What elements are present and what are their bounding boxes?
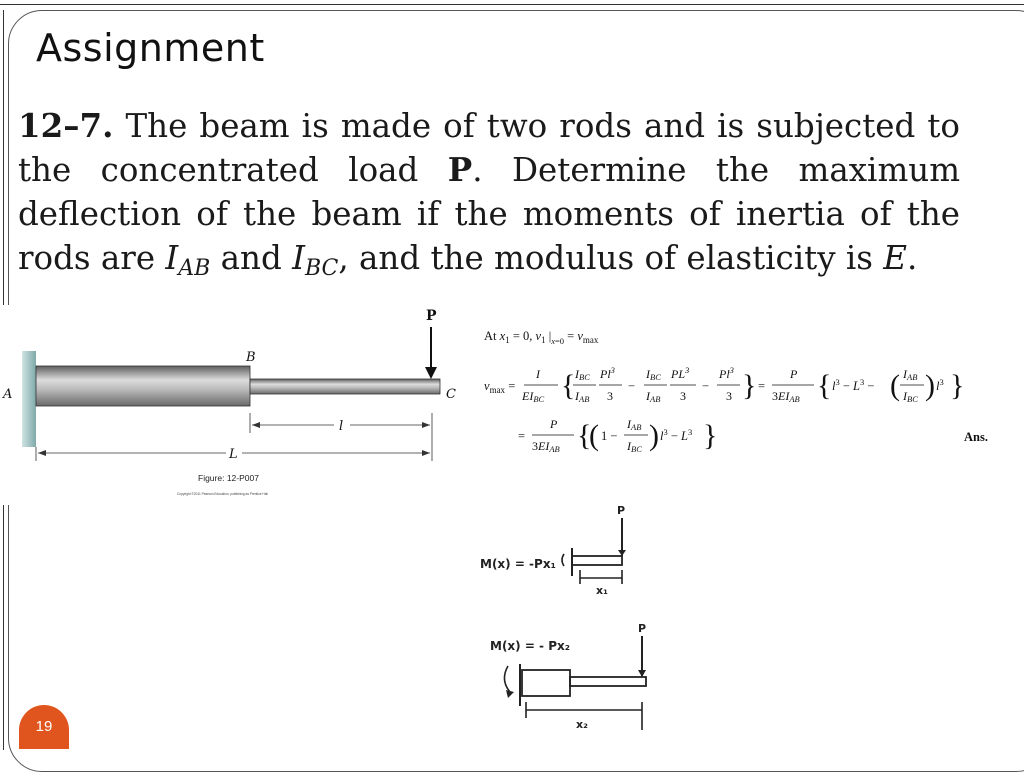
- svg-text:}: }: [703, 419, 718, 452]
- load-symbol: P: [447, 150, 473, 189]
- svg-text:(: (: [890, 369, 900, 402]
- sketch-moment-1: M(x) = -Px₁: [480, 557, 556, 571]
- label-p: P: [426, 308, 437, 324]
- svg-text:): ): [925, 369, 935, 402]
- svg-text:P: P: [790, 367, 798, 381]
- svg-text:3: 3: [726, 389, 732, 403]
- svg-text:Pl3: Pl$^3$: [600, 365, 615, 381]
- svg-text:P: P: [550, 417, 558, 431]
- problem-text-2: . Determine the maximum deflection of the beam if the moments of inertia of the rods are: [18, 151, 961, 277]
- load-arrowhead: [618, 550, 626, 556]
- load-arrowhead: [638, 670, 646, 677]
- svg-text:IBC: IBC: [903, 389, 918, 404]
- inertia-bc-subscript: BC: [304, 256, 339, 281]
- problem-text-3: and: [210, 239, 293, 277]
- top-border-line: [0, 4, 1024, 5]
- rod-bc: [250, 379, 440, 394]
- rod-ab: [36, 366, 250, 406]
- svg-text:3: 3: [680, 389, 686, 403]
- beam-segment-ab: [522, 670, 570, 696]
- figure-copyright: Copyright ©2011 Pearson Education, publishing as Prentice Hall: [177, 492, 268, 496]
- problem-text-5: .: [907, 239, 918, 277]
- equation-line-2: [484, 365, 964, 404]
- svg-text:3EIAB: 3EIAB: [772, 389, 800, 404]
- moment-arrow: [562, 554, 564, 566]
- sketch-p-2: P: [638, 622, 647, 635]
- problem-text-4: , and the modulus of elasticity is: [338, 239, 884, 277]
- svg-text:IAB: IAB: [903, 367, 918, 382]
- svg-text:=: =: [758, 379, 766, 393]
- svg-text:}: }: [742, 369, 757, 402]
- svg-text:IAB: IAB: [646, 389, 661, 404]
- svg-text:{: {: [577, 419, 592, 452]
- svg-text:IBC: IBC: [575, 367, 590, 382]
- beam-segment: [572, 556, 622, 565]
- svg-text:l3 − L3 −: $l^3 - L^3$ −: [832, 377, 875, 393]
- svg-text:=: =: [518, 429, 526, 443]
- modulus-symbol: E: [883, 239, 908, 277]
- svg-text:{: {: [561, 369, 576, 402]
- inertia-ab-symbol: I: [165, 239, 179, 277]
- svg-text:}: }: [950, 369, 965, 402]
- sketch-x2: x₂: [576, 718, 588, 731]
- svg-text:3: 3: [607, 389, 613, 403]
- svg-text:(: (: [589, 419, 599, 452]
- free-body-sketch-1: [480, 498, 640, 598]
- problem-text-1: The beam is made of two rods and is subjected to the concentrated load: [18, 107, 960, 189]
- svg-text:{: {: [817, 369, 832, 402]
- page-number-badge: 19: [19, 705, 69, 749]
- figure-caption: Figure: 12-P007: [198, 473, 259, 483]
- problem-number: 12–7.: [18, 106, 114, 145]
- svg-text:l3: $l^3$: [936, 377, 944, 393]
- free-body-sketch-2: [484, 620, 664, 740]
- svg-text:I: I: [536, 367, 540, 381]
- svg-text:): ): [649, 419, 659, 452]
- solution-block: [470, 312, 1024, 512]
- svg-text:1 −: 1 −: [601, 429, 618, 443]
- svg-text:IBC: IBC: [646, 367, 661, 382]
- label-b: B: [246, 350, 256, 365]
- svg-text:3EIAB: 3EIAB: [532, 439, 560, 454]
- label-a: A: [3, 387, 13, 402]
- svg-text:vmax =: $v_{max}$ =: [484, 379, 516, 395]
- beam-figure: [0, 305, 470, 505]
- svg-text:−: −: [702, 379, 710, 393]
- equation-line-1: At $x_1 = 0$, $v_1$ $|_x=0 = v_{max}$: [484, 329, 599, 346]
- svg-text:Pl3: Pl$^3$: [719, 365, 734, 381]
- sketch-x1: x₁: [596, 584, 608, 597]
- beam-segment-bc: [570, 677, 646, 686]
- answer-label: Ans.: [964, 430, 988, 444]
- moment-arrow: [504, 666, 510, 692]
- svg-text:PL3: $PL^3$: [671, 365, 690, 381]
- svg-text:EIBC: EIBC: [522, 389, 545, 404]
- svg-text:−: −: [628, 379, 636, 393]
- slide-title: Assignment: [36, 26, 265, 70]
- svg-text:l3 − L3: $l^3 - L^3$: [660, 427, 693, 443]
- inertia-bc-symbol: I: [292, 239, 305, 277]
- fixed-wall: [22, 351, 36, 447]
- solution-equations: [470, 312, 1024, 472]
- svg-text:IBC: IBC: [627, 439, 642, 454]
- inertia-ab-subscript: AB: [178, 256, 211, 281]
- sketch-moment-2: M(x) = - Px₂: [490, 639, 571, 653]
- moment-arrowhead: [506, 690, 514, 698]
- svg-text:IAB: IAB: [575, 389, 590, 404]
- label-c: C: [446, 387, 456, 402]
- sketch-p-1: P: [617, 504, 626, 517]
- svg-text:IAB: IAB: [627, 417, 642, 432]
- equation-line-3: [518, 417, 717, 454]
- label-l-small: l: [339, 419, 344, 434]
- label-l-big: L: [229, 447, 238, 462]
- problem-statement: [18, 104, 960, 280]
